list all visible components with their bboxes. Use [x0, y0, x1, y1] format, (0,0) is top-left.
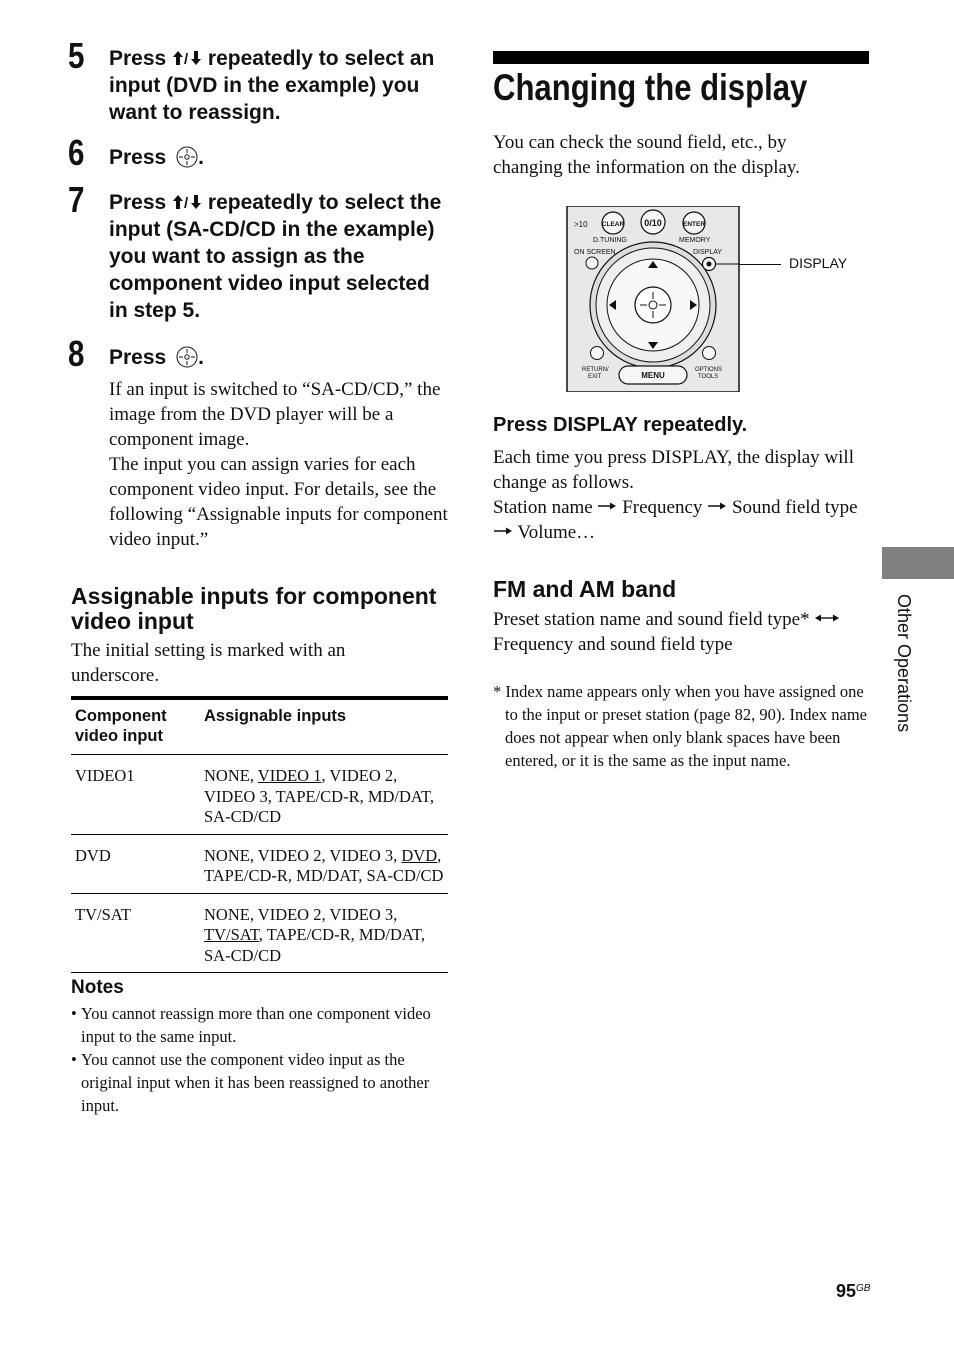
svg-text:RETURN/: RETURN/ — [582, 367, 609, 373]
press-display-heading: Press DISPLAY repeatedly. — [493, 414, 748, 436]
table-row — [71, 834, 448, 893]
table-cell-input: DVD — [71, 834, 200, 893]
display-sequence — [493, 495, 858, 545]
enter-button-icon — [176, 346, 198, 368]
step-5-text — [109, 45, 454, 126]
arrow-right-icon — [493, 526, 513, 536]
sequence-item: Frequency — [622, 497, 703, 518]
step-5-number: 5 — [68, 35, 85, 76]
assignable-table — [71, 700, 448, 973]
sequence-item: Station name — [493, 497, 593, 518]
cell-text: NONE, VIDEO 2, VIDEO 3, — [204, 904, 398, 924]
remote-label: DISPLAY — [693, 249, 723, 256]
svg-text:/: / — [184, 195, 189, 210]
step-8-paragraph: If an input is switched to “SA-CD/CD,” the image from the DVD player will be a component image. — [109, 379, 441, 450]
step-6-pre: Press — [109, 146, 173, 169]
remote-label: ON SCREEN — [574, 249, 616, 256]
note-item — [71, 1048, 446, 1117]
bullet: • — [71, 1050, 77, 1069]
cell-text: , VIDEO 2, VIDEO 3, TAPE/CD-R, MD/DAT, SA-CD/CD — [204, 766, 434, 826]
cell-text: NONE, VIDEO 2, VIDEO 3, — [204, 845, 402, 865]
remote-label: >10 — [574, 220, 588, 229]
page-number-suffix: GB — [856, 1283, 871, 1294]
arrow-right-icon — [707, 501, 727, 511]
table-cell-assignable — [200, 893, 448, 973]
display-callout-label: DISPLAY — [789, 255, 848, 271]
press-display-text: Each time you press DISPLAY, the display will change as follows. — [493, 447, 854, 493]
cell-text: , TAPE/CD-R, MD/DAT, SA-CD/CD — [204, 845, 444, 885]
assignable-heading: Assignable inputs for component video input — [71, 583, 437, 634]
table-row — [71, 755, 448, 835]
double-arrow-icon — [814, 613, 840, 623]
fm-am-right: Frequency and sound field type — [493, 634, 733, 655]
step-6-post: . — [198, 146, 204, 169]
cell-text: NONE, — [204, 766, 258, 785]
page-number — [836, 1281, 870, 1302]
press-display-body — [493, 445, 858, 545]
table-header-cell: Assignable inputs — [204, 707, 347, 725]
table-cell-assignable — [200, 834, 448, 893]
remote-illustration — [566, 206, 740, 392]
table-row — [71, 893, 448, 973]
up-down-arrows-icon — [172, 50, 202, 66]
default-setting: VIDEO 1 — [257, 766, 322, 785]
step-8-text — [109, 344, 454, 371]
enter-button-icon — [176, 146, 198, 168]
step-8-pre: Press — [109, 346, 173, 369]
fm-am-left: Preset station name and sound field type* — [493, 609, 810, 630]
section-intro: You can check the sound field, etc., by changing the information on the display. — [493, 132, 800, 178]
default-setting: DVD — [401, 845, 438, 865]
note-text: You cannot reassign more than one component video input to the same input. — [81, 1004, 431, 1046]
remote-label: MEMORY — [679, 237, 711, 244]
callout-line — [740, 264, 781, 265]
svg-text:/: / — [184, 51, 189, 66]
svg-text:OPTIONS: OPTIONS — [695, 367, 723, 373]
fm-am-body — [493, 607, 868, 657]
cell-text: , TAPE/CD-R, MD/DAT, SA-CD/CD — [204, 925, 425, 965]
remote-label: MENU — [641, 371, 665, 380]
remote-label: D.TUNING — [593, 237, 627, 244]
notes-heading: Notes — [71, 977, 124, 998]
sequence-item: Volume… — [517, 522, 596, 543]
svg-text:TOOLS: TOOLS — [698, 374, 719, 380]
step-6-text — [109, 144, 454, 171]
step-5-post: repeatedly to select an input (DVD in the example) you want to reassign. — [109, 47, 435, 124]
svg-text:EXIT: EXIT — [588, 374, 602, 380]
step-6-number: 6 — [68, 132, 85, 173]
sequence-item: Sound field type — [731, 497, 858, 518]
step-7-text — [109, 189, 454, 324]
step-5-pre: Press — [109, 47, 173, 70]
bullet: • — [71, 1004, 77, 1023]
step-7-number: 7 — [68, 179, 85, 220]
side-tab-label: Other Operations — [894, 594, 914, 733]
remote-label: ENTER — [682, 221, 706, 228]
section-title-bar — [493, 51, 869, 64]
arrow-right-icon — [597, 501, 617, 511]
table-cell-input: VIDEO1 — [71, 755, 200, 835]
step-8-number: 8 — [68, 333, 85, 374]
step-8-body — [109, 377, 454, 552]
step-7-post: repeatedly to select the input (SA-CD/CD in the example) you want to assign as the component video input selected in step 5. — [109, 191, 442, 322]
section-title: Changing the display — [493, 67, 808, 108]
note-text: You cannot use the component video input as the original input when it has been reassigned to another input. — [81, 1050, 430, 1115]
step-8-paragraph: The input you can assign varies for each component video input. For details, see the following “Assignable inputs for component video input.” — [109, 454, 448, 550]
table-header-row — [71, 700, 448, 755]
up-down-arrows-icon — [172, 194, 202, 210]
notes-list — [71, 1002, 446, 1117]
step-8-post: . — [198, 346, 204, 369]
assignable-intro: The initial setting is marked with an underscore. — [71, 640, 346, 686]
table-cell-input: TV/SAT — [71, 893, 200, 973]
remote-label: CLEAR — [601, 221, 625, 228]
footnote: * Index name appears only when you have assigned one to the input or preset station (page 82, 90). Index name does not appear when only blank spaces have been entered, or it is the same as the input name. — [493, 682, 867, 770]
note-item — [71, 1002, 446, 1048]
table-header-cell: Component video input — [75, 707, 167, 745]
side-tab-marker — [882, 547, 954, 579]
remote-label: 0/10 — [644, 218, 662, 228]
table-cell-assignable — [200, 755, 448, 835]
step-7-pre: Press — [109, 191, 173, 214]
fm-am-heading: FM and AM band — [493, 576, 677, 602]
page-number-value: 95 — [836, 1281, 857, 1301]
default-setting: TV/SAT — [204, 925, 259, 944]
